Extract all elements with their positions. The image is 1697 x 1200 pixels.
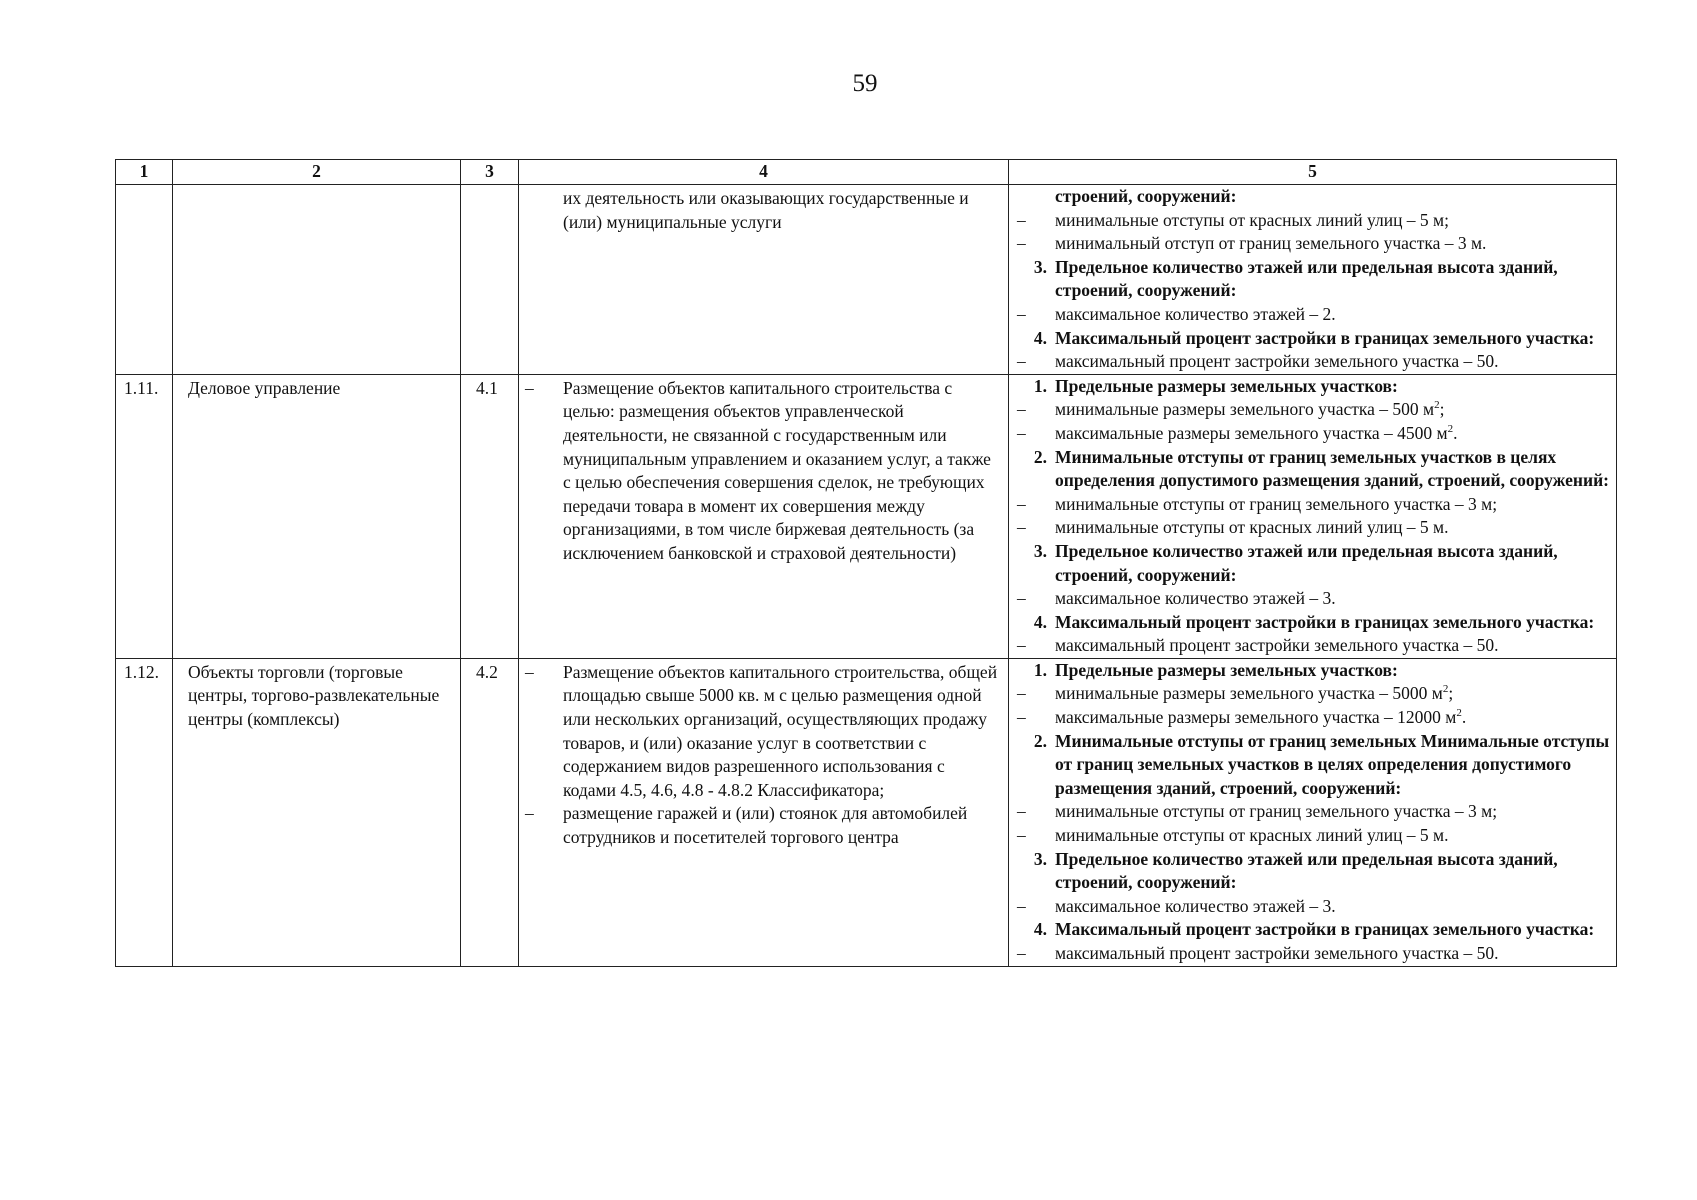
parameter-text-main: максимальные размеры земельного участка – 12000 м — [1055, 707, 1457, 728]
list-marker: 3. — [1033, 848, 1047, 869]
punctuation: . — [1461, 707, 1467, 728]
unit-superscript: 2 — [1434, 399, 1440, 412]
parameter-text — [1055, 493, 1610, 517]
list-marker: 3. — [1033, 256, 1047, 277]
parameter-text — [1055, 659, 1610, 683]
use-code: 4.2 — [476, 661, 498, 682]
parameter-text-main: максимальные размеры земельного участка – 4500 м — [1055, 422, 1448, 443]
parameter-text — [1055, 824, 1610, 848]
column-header: 5 — [1009, 160, 1617, 185]
parameter-item — [1017, 209, 1610, 233]
parameter-item — [1017, 706, 1610, 730]
column-header: 2 — [173, 160, 461, 185]
parameters-cell — [1009, 374, 1617, 658]
description-item — [525, 661, 1000, 803]
parameter-item — [1017, 824, 1610, 848]
parameter-text-main: максимальный процент застройки земельного участка – 50. — [1055, 943, 1499, 963]
description-item — [525, 187, 1000, 234]
list-marker: 1. — [1033, 375, 1047, 396]
parameter-heading — [1017, 848, 1610, 895]
use-code-cell — [461, 185, 519, 375]
row-number-cell — [116, 658, 173, 966]
parameter-text-main: Предельное количество этажей или предельная высота зданий, строений, сооружений: — [1055, 540, 1558, 585]
parameter-item — [1017, 634, 1610, 658]
parameter-text-main: минимальные размеры земельного участка – 5000 м — [1055, 683, 1443, 704]
parameter-text — [1055, 516, 1610, 540]
parameter-text-main: минимальный отступ от границ земельного участка – 3 м. — [1055, 233, 1487, 254]
parameter-text — [1055, 800, 1610, 824]
parameter-text — [1055, 634, 1610, 658]
row-number: 1.11. — [124, 377, 159, 398]
list-marker: 1. — [1033, 659, 1047, 680]
parameter-text — [1055, 587, 1610, 611]
list-marker: 4. — [1033, 327, 1047, 348]
parameter-heading — [1017, 540, 1610, 587]
parameter-item — [1017, 942, 1610, 966]
parameter-text-main: максимальное количество этажей – 2. — [1055, 303, 1336, 324]
list-marker: – — [1017, 683, 1026, 704]
punctuation: . — [1453, 422, 1458, 443]
list-marker: – — [1017, 801, 1026, 822]
description-item — [525, 377, 1000, 566]
parameter-text-main: Предельное количество этажей или предельная высота зданий, строений, сооружений: — [1055, 848, 1558, 893]
list-marker: 3. — [1033, 540, 1047, 561]
list-marker: – — [1017, 493, 1026, 514]
list-marker: – — [1017, 588, 1026, 609]
list-marker: – — [525, 661, 534, 682]
use-description-cell — [519, 658, 1009, 966]
parameter-heading — [1017, 611, 1610, 635]
description-text: Размещение объектов капитального строительства с целью: размещения объектов управленческой деятельности, не связанной с государственным или муниципальным управлением и оказанием услуг, а также с целью обеспечения совершения сделок, не требующих передачи товара в момент их совершения между организациями, в том числе биржевая деятельность (за исключением банковской и страховой деятельности) — [563, 377, 991, 563]
list-marker: – — [1017, 707, 1026, 728]
regulations-table — [115, 159, 1617, 967]
use-name-cell — [173, 374, 461, 658]
list-marker: – — [525, 803, 534, 824]
parameter-text-main: Максимальный процент застройки в границах земельного участка: — [1055, 919, 1595, 940]
parameters-cell — [1009, 185, 1617, 375]
use-description-cell — [519, 374, 1009, 658]
parameter-text-main: минимальные отступы от красных линий улиц – 5 м. — [1055, 825, 1449, 846]
table-row — [116, 374, 1617, 658]
parameters-cell — [1009, 658, 1617, 966]
description-text: их деятельность или оказывающих государственные и (или) муниципальные услуги — [563, 188, 969, 232]
unit-superscript: 2 — [1447, 423, 1454, 436]
description-text: размещение гаражей и (или) стоянок для автомобилей сотрудников и посетителей торгового центра — [563, 803, 968, 848]
column-header: 1 — [116, 160, 173, 185]
parameter-text — [1055, 422, 1610, 446]
unit-superscript: 2 — [1442, 683, 1449, 696]
list-marker: 4. — [1033, 611, 1047, 632]
list-marker: – — [525, 377, 534, 398]
parameter-text — [1055, 706, 1610, 730]
punctuation: ; — [1439, 399, 1445, 420]
parameter-text-main: минимальные отступы от границ земельного участка – 3 м; — [1055, 801, 1498, 822]
parameter-text — [1055, 540, 1610, 587]
parameter-item — [1017, 493, 1610, 517]
list-marker: – — [1017, 209, 1026, 230]
use-name: Объекты торговли (торговые центры, торгово-развлекательные центры (комплексы) — [188, 661, 440, 730]
parameter-heading — [1017, 185, 1610, 209]
parameter-item — [1017, 682, 1610, 706]
list-marker: – — [1017, 825, 1026, 846]
list-marker: – — [1017, 895, 1026, 916]
parameter-heading — [1017, 327, 1610, 351]
parameter-text — [1055, 446, 1610, 493]
parameter-text-main: Минимальные отступы от границ земельных участков в целях определения допустимого размещения зданий, строений, сооружений: — [1055, 446, 1609, 491]
parameter-text — [1055, 375, 1610, 399]
parameter-text-main: Максимальный процент застройки в границах земельного участка: — [1055, 327, 1595, 348]
parameter-text-main: минимальные отступы от границ земельного участка – 3 м; — [1055, 493, 1498, 514]
use-name-cell — [173, 658, 461, 966]
parameter-text-main: минимальные размеры земельного участка – 500 м — [1055, 399, 1435, 420]
table-body — [116, 185, 1617, 967]
list-marker: – — [1017, 351, 1026, 372]
parameter-text — [1055, 730, 1610, 801]
list-marker: 2. — [1033, 446, 1047, 467]
parameter-item — [1017, 422, 1610, 446]
parameter-item — [1017, 587, 1610, 611]
parameter-text-main: максимальное количество этажей – 3. — [1055, 588, 1336, 609]
row-number: 1.12. — [124, 661, 159, 682]
list-marker: – — [1017, 303, 1026, 324]
description-item — [525, 802, 1000, 849]
parameter-text — [1055, 209, 1610, 233]
parameter-item — [1017, 895, 1610, 919]
row-number-cell — [116, 374, 173, 658]
parameter-text — [1055, 256, 1610, 303]
list-marker: – — [1017, 635, 1026, 656]
use-code-cell — [461, 658, 519, 966]
table-row — [116, 658, 1617, 966]
description-text: Размещение объектов капитального строительства, общей площадью свыше 5000 кв. м с целью размещения одной или нескольких организаций, осуществляющих продажу товаров, и (или) оказание услуг в соответствии с содержанием видов разрешенного использования с кодами 4.5, 4.6, 4.8 - 4.8.2 Классификатора; — [563, 661, 998, 800]
parameter-text-main: минимальные отступы от красных линий улиц – 5 м. — [1055, 517, 1449, 538]
parameter-text — [1055, 350, 1610, 374]
use-name-cell — [173, 185, 461, 375]
parameter-text — [1055, 682, 1610, 706]
parameter-text-main: строений, сооружений: — [1055, 186, 1237, 206]
list-marker: – — [1017, 517, 1026, 538]
parameter-text-main: Максимальный процент застройки в границах земельного участка: — [1055, 611, 1595, 632]
parameter-text-main: Минимальные отступы от границ земельных Минимальные отступы от границ земельных участков в целях определения допустимого размещения зданий, строений, сооружений: — [1055, 730, 1610, 798]
parameter-heading — [1017, 659, 1610, 683]
parameter-text — [1055, 848, 1610, 895]
parameter-heading — [1017, 446, 1610, 493]
parameter-text-main: минимальные отступы от красных линий улиц – 5 м; — [1055, 209, 1449, 230]
parameter-text — [1055, 303, 1610, 327]
unit-superscript: 2 — [1456, 707, 1462, 720]
parameter-heading — [1017, 375, 1610, 399]
parameter-item — [1017, 303, 1610, 327]
parameter-heading — [1017, 918, 1610, 942]
list-marker: 2. — [1033, 730, 1047, 751]
list-marker: – — [1017, 399, 1026, 420]
parameter-text — [1055, 232, 1610, 256]
parameter-text-main: максимальное количество этажей – 3. — [1055, 895, 1336, 916]
parameter-item — [1017, 398, 1610, 422]
column-header: 4 — [519, 160, 1009, 185]
parameter-heading — [1017, 256, 1610, 303]
parameter-item — [1017, 516, 1610, 540]
list-marker: – — [1017, 422, 1026, 443]
parameter-text — [1055, 327, 1610, 351]
page-number: 59 — [852, 70, 878, 97]
parameter-text — [1055, 185, 1610, 209]
parameter-text — [1055, 895, 1610, 919]
use-description-cell — [519, 185, 1009, 375]
parameter-text — [1055, 398, 1610, 422]
list-marker: – — [1017, 233, 1026, 254]
use-code: 4.1 — [476, 377, 498, 398]
punctuation: ; — [1448, 683, 1454, 704]
parameter-item — [1017, 800, 1610, 824]
list-marker: – — [1017, 943, 1026, 963]
parameter-item — [1017, 350, 1610, 374]
parameter-text-main: Предельные размеры земельных участков: — [1055, 659, 1398, 680]
parameter-text — [1055, 918, 1610, 942]
parameter-text — [1055, 611, 1610, 635]
parameter-heading — [1017, 730, 1610, 801]
use-code-cell — [461, 374, 519, 658]
parameter-text-main: максимальный процент застройки земельного участка – 50. — [1055, 351, 1499, 372]
table-row — [116, 185, 1617, 375]
parameter-text-main: Предельное количество этажей или предельная высота зданий, строений, сооружений: — [1055, 256, 1558, 301]
parameter-text-main: Предельные размеры земельных участков: — [1055, 375, 1398, 396]
column-header: 3 — [461, 160, 519, 185]
parameter-text — [1055, 942, 1610, 966]
parameter-text-main: максимальный процент застройки земельного участка – 50. — [1055, 635, 1499, 656]
list-marker: 4. — [1033, 919, 1047, 940]
row-number-cell — [116, 185, 173, 375]
use-name: Деловое управление — [188, 377, 341, 398]
table-header-row — [116, 160, 1617, 185]
parameter-item — [1017, 232, 1610, 256]
